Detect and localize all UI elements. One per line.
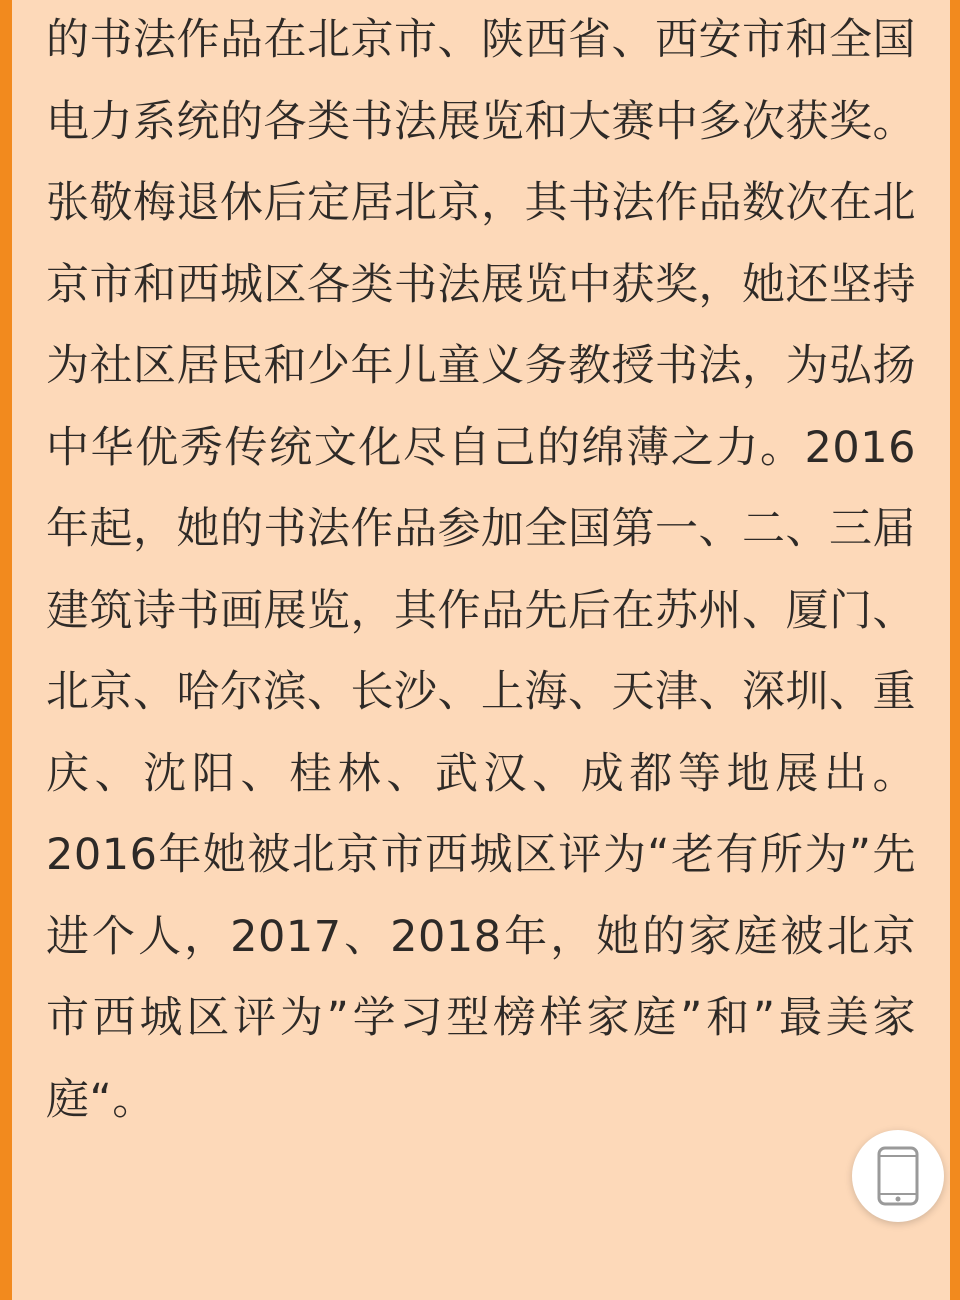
article-body	[46, 0, 916, 1141]
paragraph-awards: 的书法作品在北京市、陕西省、西安市和全国电力系统的各类书法展览和大赛中多次获奖。	[46, 15, 916, 147]
phone-icon	[876, 1146, 920, 1206]
mobile-view-button[interactable]	[852, 1130, 944, 1222]
paragraph-retirement: 张敬梅退休后定居北京，其书法作品数次在北京市和西城区各类书法展览中获奖，她还坚持为社区居民和少年儿童义务教授书法，为弘扬中华优秀传统文化尽自己的绵薄之力。2016年起，她的书法作品参加全国第一、二、三届建筑诗书画展览，其作品先后在苏州、厦门、北京、哈尔滨、长沙、上海、天津、深圳、重庆、沈阳、桂林、武汉、成都等地展出。2016年她被北京市西城区评为“老有所为”先进个人，2017、2018年，她的家庭被北京市西城区评为”学习型榜样家庭”和”最美家庭“。	[46, 178, 916, 1125]
article-page	[12, 0, 950, 1300]
